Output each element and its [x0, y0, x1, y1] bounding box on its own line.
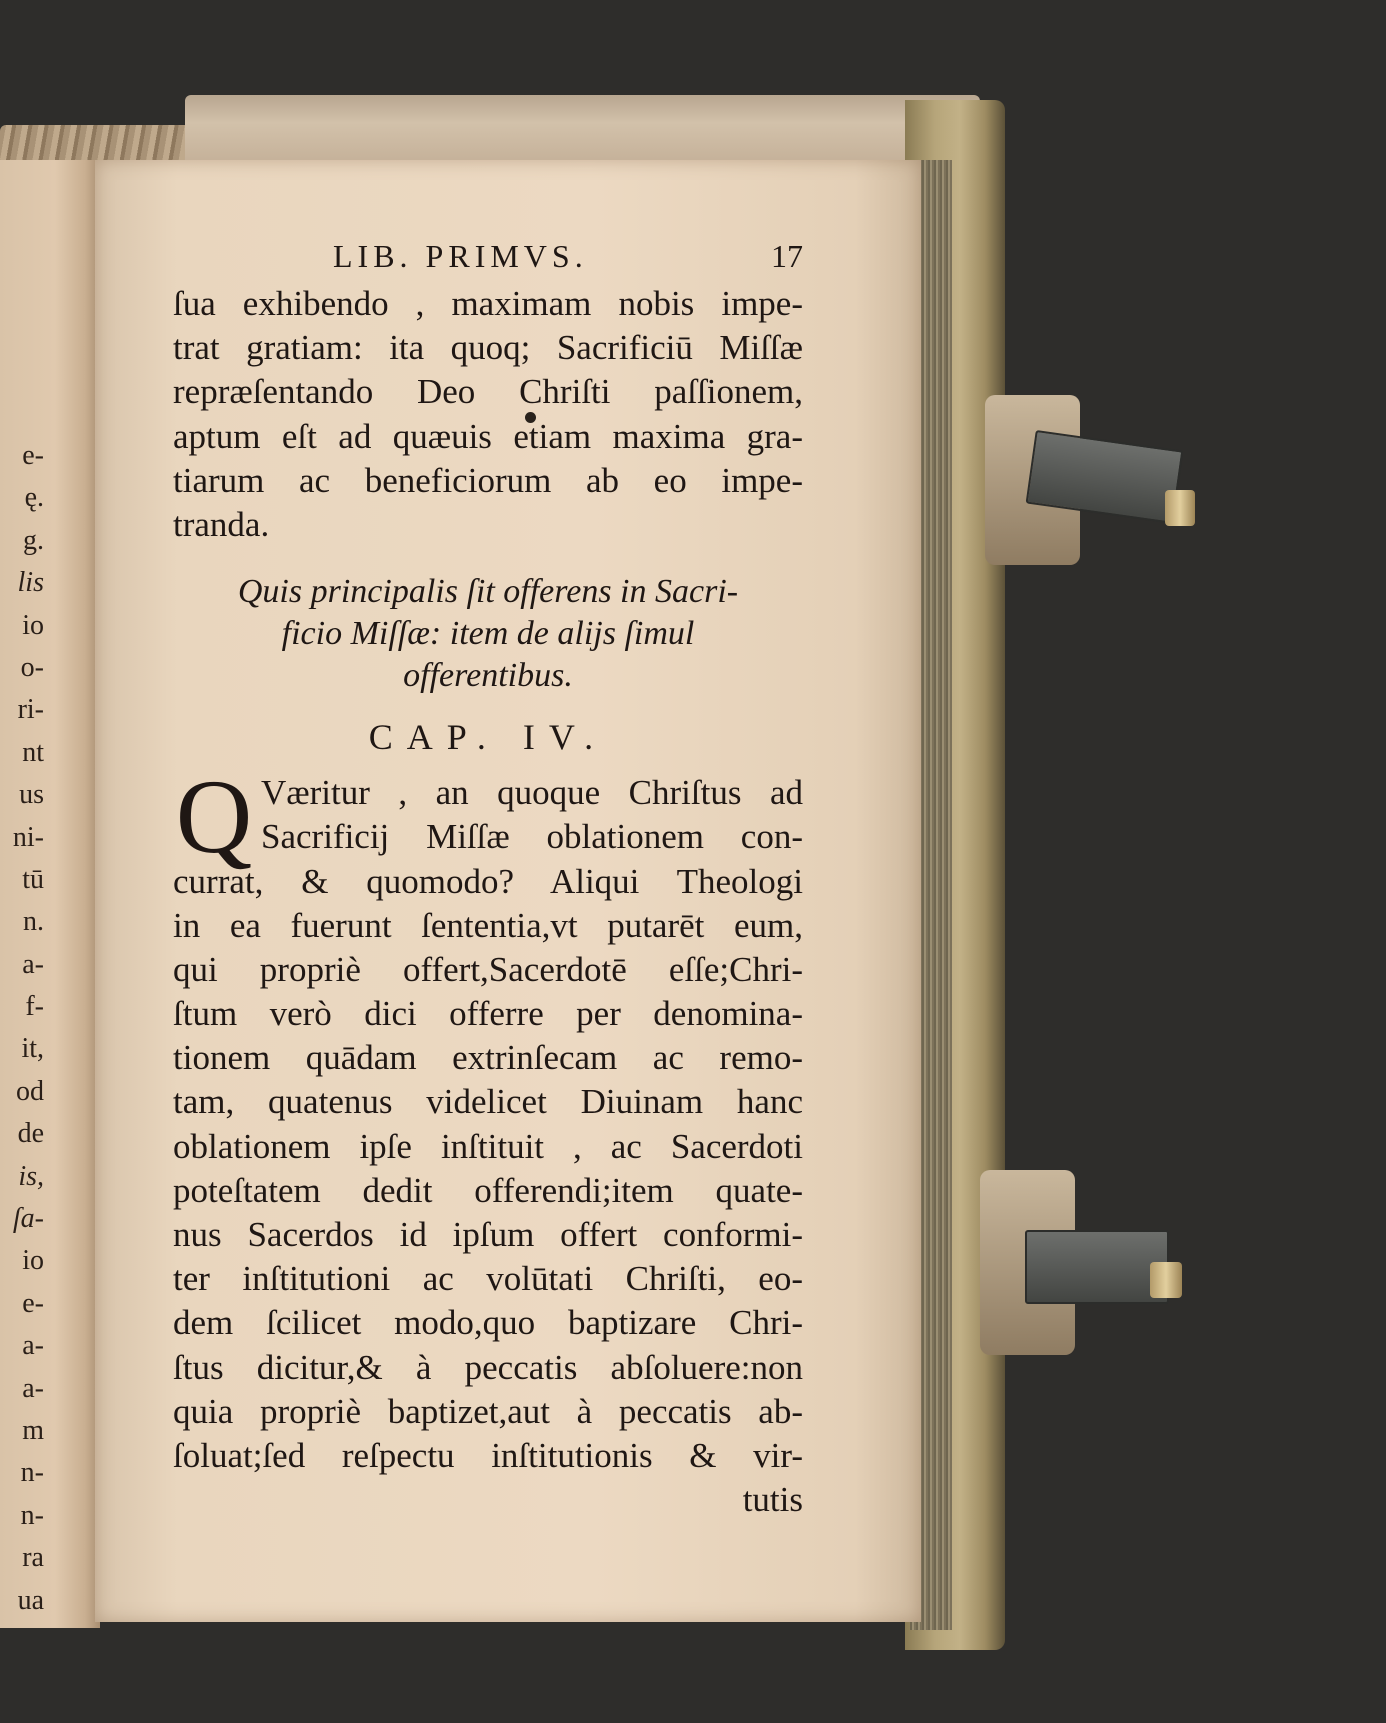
text-line: tionem quādam extrinſecam ac remo-: [173, 1038, 803, 1078]
text-line: oblationem ipſe inſtituit , ac Sacerdoti: [173, 1126, 803, 1166]
indented-lines: [173, 758, 803, 876]
left-fragment: ri-: [17, 694, 44, 726]
left-fragment: ſa-: [12, 1203, 44, 1235]
paragraph-lines: [173, 860, 803, 1479]
text-line: Sacrificij Miſſæ oblationem con-: [261, 817, 803, 857]
left-page-text-fragments: [0, 435, 44, 1622]
page-number: 17: [771, 238, 803, 274]
left-fragment: ra: [22, 1542, 44, 1574]
chapter-paragraph: [173, 758, 803, 1478]
lower-clasp: [980, 1170, 1210, 1360]
text-line: repræſentando Deo Chriſti paſſionem,: [173, 372, 803, 412]
left-fragment: a-: [22, 1372, 44, 1404]
text-line: dem ſcilicet modo,quo baptizare Chri-: [173, 1303, 803, 1343]
continued-paragraph: [173, 282, 803, 547]
catchword: tutis: [742, 1480, 803, 1520]
chapter-subheading: [173, 571, 803, 697]
left-fragment: ni-: [12, 821, 44, 853]
text-line: ſoluat;ſed reſpectu inſtitutionis & vir-: [173, 1435, 803, 1475]
left-fragment: de: [17, 1118, 44, 1150]
left-fragment: nt: [22, 736, 44, 768]
text-line: qui propriè offert,Sacerdotē eſſe;Chri-: [173, 949, 803, 989]
text-line: ter inſtitutioni ac volūtati Chriſti, eo-: [173, 1259, 803, 1299]
text-line: aptum eſt ad quæuis etiam maxima gra-: [173, 416, 803, 456]
subheading-line: ficio Miſſæ: item de alijs ſimul: [281, 615, 695, 653]
left-fragment: n.: [23, 906, 44, 938]
text-line: ſtus dicitur,& à peccatis abſoluere:non: [173, 1347, 803, 1387]
text-line: tam, quatenus videlicet Diuinam hanc: [173, 1082, 803, 1122]
text-line: nus Sacerdos id ipſum offert conformi-: [173, 1215, 803, 1254]
chapter-heading: CAP. IV.: [368, 717, 608, 758]
left-fragment: e-: [22, 1287, 44, 1319]
left-fragment: io: [22, 609, 44, 641]
text-line: Væritur , an quoque Chriſtus ad: [261, 773, 803, 813]
text-line: quia propriè baptizet,aut à peccatis ab-: [173, 1391, 803, 1431]
left-fragment: ua: [17, 1584, 44, 1616]
text-line: ſua exhibendo , maximam nobis impe-: [173, 284, 803, 323]
subheading-line: offerentibus.: [403, 657, 573, 695]
left-page: [0, 160, 100, 1628]
left-fragment: io: [22, 1245, 44, 1277]
left-fragment: a-: [22, 948, 44, 980]
spine-cord: [0, 125, 205, 165]
subheading-line: Quis principalis ſit offerens in Sacri-: [237, 573, 739, 611]
left-fragment: it,: [21, 1033, 44, 1065]
drop-capital: Q: [175, 758, 253, 876]
left-fragment: e-: [22, 440, 44, 471]
left-fragment: g.: [23, 524, 44, 556]
left-fragment: lis: [17, 567, 44, 599]
upper-clasp: [985, 395, 1225, 565]
left-fragment: f-: [25, 991, 44, 1023]
left-fragment: n-: [20, 1499, 44, 1531]
page-header: [173, 238, 803, 282]
left-fragment: ę.: [24, 482, 44, 514]
left-fragment: m: [22, 1414, 44, 1446]
text-line: currat, & quomodo? Aliqui Theologi: [173, 861, 803, 901]
left-fragment: n-: [20, 1457, 44, 1489]
text-line: poteſtatem dedit offerendi;item quate-: [173, 1170, 803, 1210]
text-line: trat gratiam: ita quoq; Sacrificiū Miſſæ: [173, 328, 803, 368]
running-head: LIB. PRIMVS.: [333, 238, 588, 274]
text-line: tranda.: [173, 504, 270, 544]
text-line: ſtum verò dici offerre per denomina-: [173, 994, 803, 1034]
text-line: tiarum ac beneficiorum ab eo impe-: [173, 460, 803, 500]
left-fragment: us: [19, 779, 44, 811]
left-fragment: tū: [22, 863, 44, 895]
left-fragment: od: [16, 1075, 44, 1107]
left-fragment: is,: [18, 1160, 44, 1192]
page-text-block: [173, 238, 803, 1522]
book-top-edge: [185, 95, 980, 165]
text-line: in ea fuerunt ſententia,vt putarēt eum,: [173, 905, 803, 945]
left-fragment: o-: [20, 651, 44, 683]
left-fragment: a-: [22, 1330, 44, 1362]
